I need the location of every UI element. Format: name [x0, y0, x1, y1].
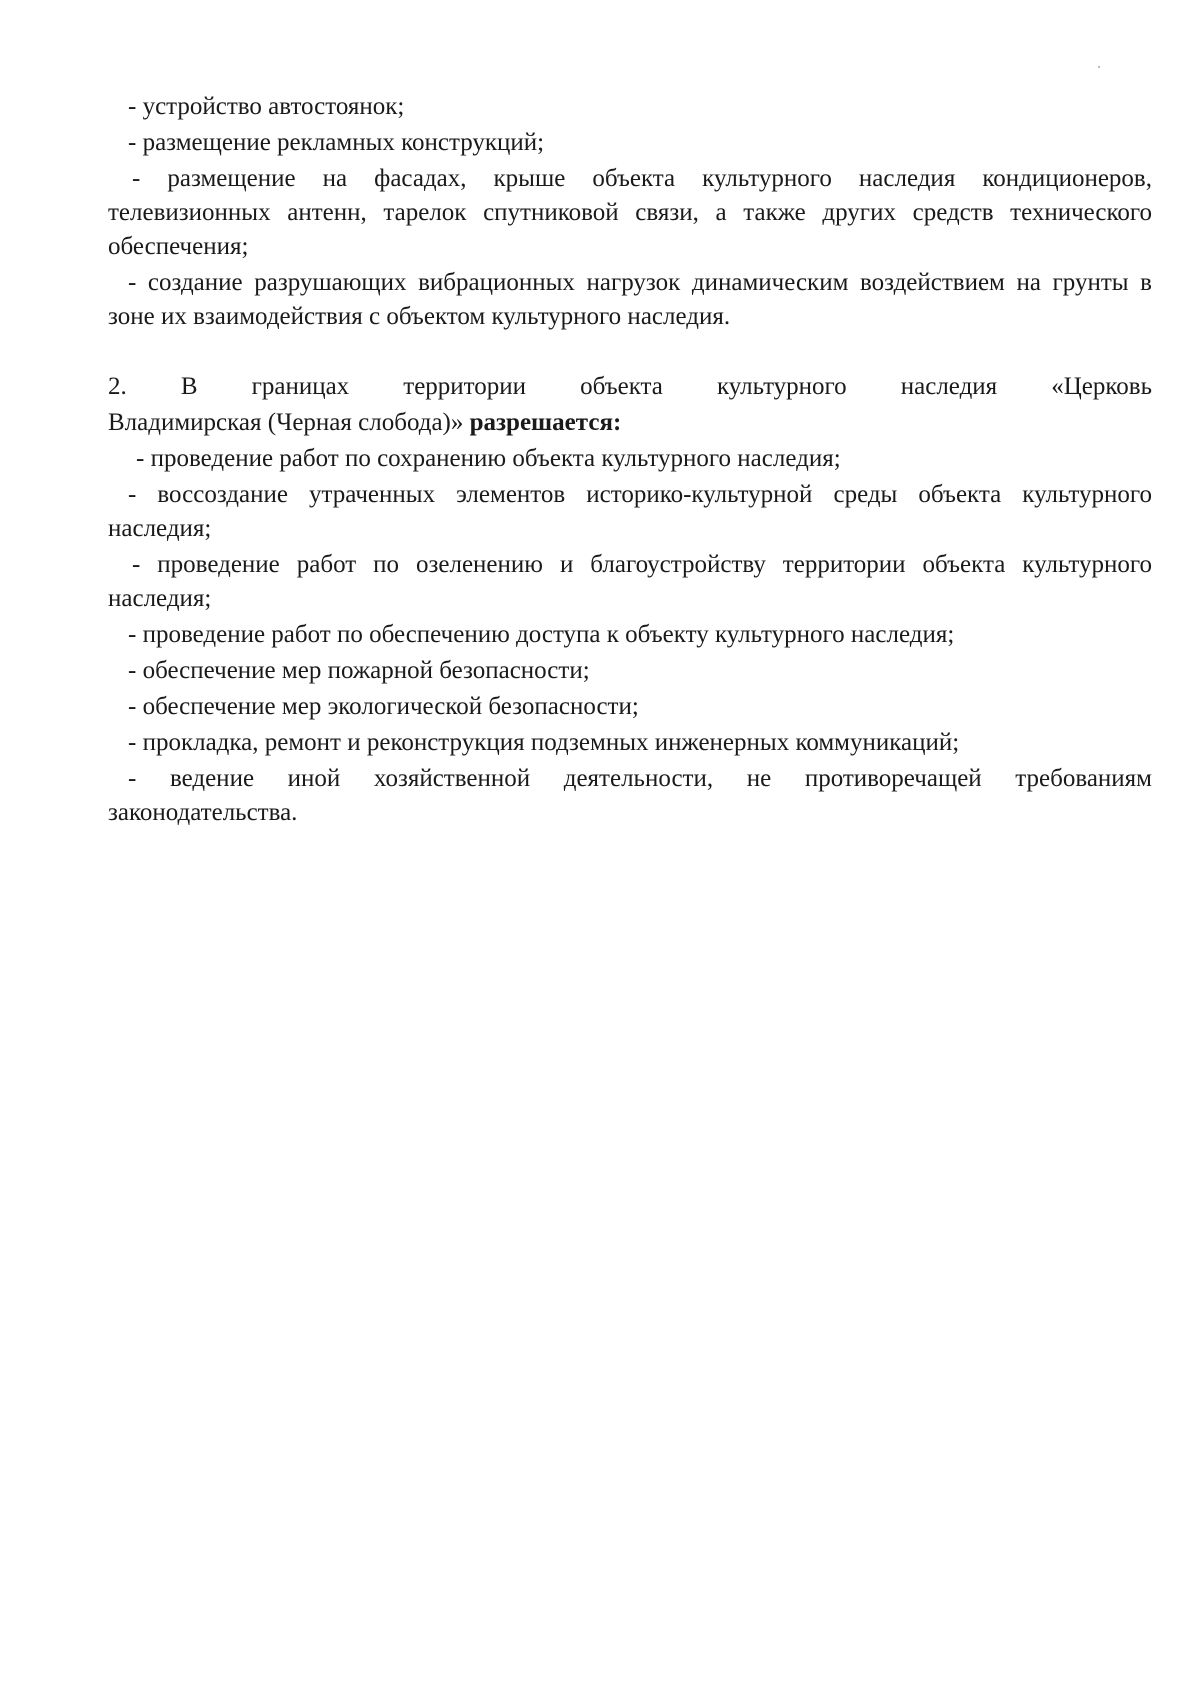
permission-item-fire-safety: - обеспечение мер пожарной безопасности;	[128, 657, 590, 684]
permission-item-utilities: - прокладка, ремонт и реконструкция подземных инженерных коммуникаций;	[128, 729, 960, 756]
permission-item-reconstruction: - воссоздание утраченных элементов историко-культурной среды объекта культурного наследия;	[108, 481, 1152, 542]
scan-mark	[1098, 66, 1100, 68]
permission-item-access: - проведение работ по обеспечению доступа к объекту культурного наследия;	[128, 621, 955, 648]
permission-item-ecological-safety: - обеспечение мер экологической безопасности;	[128, 693, 639, 720]
permission-item-preservation: - проведение работ по сохранению объекта культурного наследия;	[136, 445, 841, 472]
section-2-heading-line-1: 2. В границах территории объекта культурного наследия «Церковь	[108, 373, 1152, 400]
prohibition-item-parking: - устройство автостоянок;	[128, 93, 405, 120]
section-2-heading-line-2	[108, 406, 1152, 440]
section-gap	[108, 336, 1152, 370]
permission-item-landscaping: - проведение работ по озеленению и благоустройству территории объекта культурного наследия;	[108, 551, 1152, 612]
prohibition-item-advertising: - размещение рекламных конструкций;	[128, 129, 545, 156]
permission-item-other-activity: - ведение иной хозяйственной деятельности, не противоречащей требованиям законодательства.	[108, 765, 1152, 826]
prohibition-item-vibration-loads: - создание разрушающих вибрационных нагрузок динамическим воздействием на грунты в зоне их взаимодействия с объектом культурного наследия.	[108, 269, 1152, 330]
section-2-heading-object-name: Владимирская (Черная слобода)»	[108, 409, 464, 436]
document-page	[108, 90, 1152, 832]
section-2-heading-allowed: разрешается:	[469, 409, 622, 436]
prohibition-item-facade-equipment: - размещение на фасадах, крыше объекта культурного наследия кондиционеров, телевизионных антенн, тарелок спутниковой связи, а также других средств технического обеспечения;	[108, 165, 1152, 260]
